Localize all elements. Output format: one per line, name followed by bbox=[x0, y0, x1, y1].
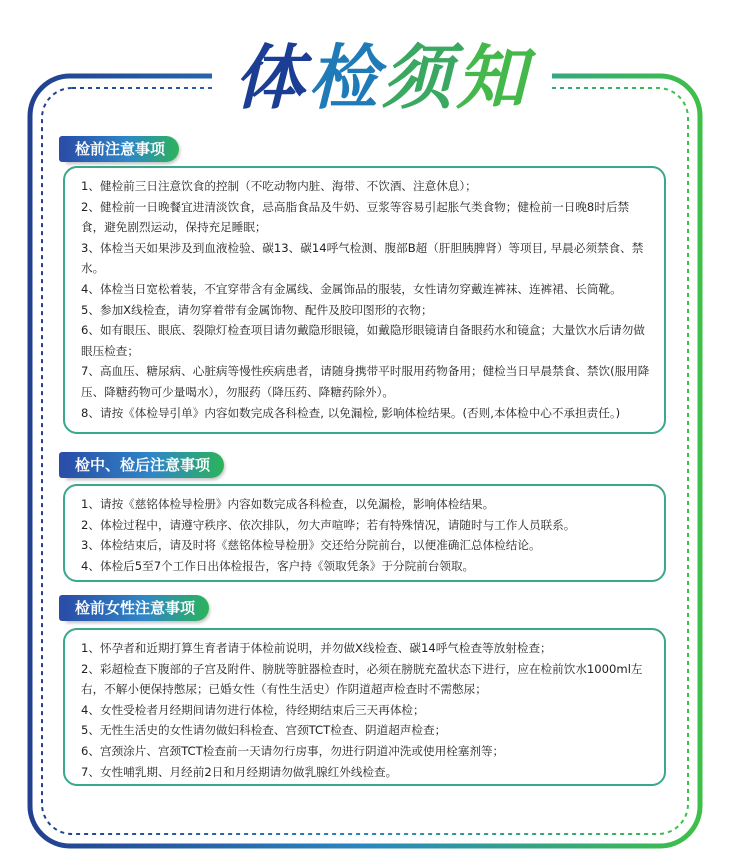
list-item: 6、宫颈涂片、宫颈TCT检查前一天请勿行房事，勿进行阴道冲洗或使用栓塞剂等； bbox=[81, 743, 505, 758]
pre-exam-notes-box bbox=[63, 166, 666, 434]
list-item: 4、女性受检者月经期间请勿进行体检，待经期结束后三天再体检； bbox=[81, 702, 425, 717]
page-title bbox=[212, 30, 552, 126]
list-item: 1、请按《慈铭体检导检册》内容如数完成各科检查，以免漏检，影响体检结果。 bbox=[81, 497, 495, 511]
list-item: 2、体检过程中，请遵守秩序、依次排队，勿大声喧哗；若有特殊情况，请随时与工作人员联系。 bbox=[81, 517, 576, 532]
section-heading-pre-exam: 检前注意事项 bbox=[65, 136, 179, 162]
list-item: 5、无性生活史的女性请勿做妇科检查、宫颈TCT检查、阴道超声检查； bbox=[81, 723, 447, 738]
section-heading-female-notes: 检前女性注意事项 bbox=[65, 595, 209, 621]
list-item: 7、女性哺乳期、月经前2日和月经期请勿做乳腺红外线检查。 bbox=[81, 764, 398, 779]
list-item: 3、体检结束后，请及时将《慈铭体检导检册》交还给分院前台，以便准确汇总体检结论。 bbox=[81, 538, 541, 553]
list-item: 3、体检当天如果涉及到血液检验、碳13、碳14呼气检测、腹部B超（肝胆胰脾肾）等项目, 早晨必须禁食、禁水。 bbox=[81, 240, 644, 276]
during-after-exam-notes-box bbox=[63, 484, 666, 582]
list-item: 7、高血压、糖尿病、心脏病等慢性疾病患者，请随身携带平时服用药物备用；健检当日早晨禁食、禁饮(服用降压、降糖药物可少量喝水），勿服药（降压药、降糖药除外）。 bbox=[81, 364, 650, 399]
list-item: 8、请按《体检导引单》内容如数完成各科检查, 以免漏检, 影响体检结果。(否则,本体检中心不承担责任。) bbox=[81, 405, 621, 420]
title-char-1: 体 bbox=[234, 37, 308, 119]
title-char-4: 知 bbox=[456, 37, 530, 119]
list-item: 6、如有眼压、眼底、裂隙灯检查项目请勿戴隐形眼镜，如戴隐形眼镜请自备眼药水和镜盒；大量饮水后请勿做眼压检查； bbox=[81, 323, 645, 358]
list-item: 2、彩超检查下腹部的子宫及附件、膀胱等脏器检查时，必须在膀胱充盈状态下进行，应在检前饮水1000ml左右，不解小便保持憋尿；已婚女性（有性生活史）作阴道超声检查时不需憋尿； bbox=[81, 661, 643, 697]
list-item: 4、体检后5至7个工作日出体检报告，客户持《领取凭条》于分院前台领取。 bbox=[81, 558, 475, 573]
title-char-2: 检 bbox=[308, 37, 382, 119]
female-notes-box bbox=[63, 628, 666, 786]
list-item: 5、参加X线检查，请勿穿着带有金属饰物、配件及胶印图形的衣物； bbox=[81, 302, 433, 317]
title-char-3: 须 bbox=[382, 37, 456, 119]
list-item: 2、健检前一日晚餐宜进清淡饮食，忌高脂食品及牛奶、豆浆等容易引起胀气类食物；健检前一日晚8时后禁食，避免剧烈运动，保持充足睡眠； bbox=[81, 199, 630, 235]
list-item: 4、体检当日宽松着装，不宜穿带含有金属线、金属饰品的服装，女性请勿穿戴连裤袜、连裤裙、长筒靴。 bbox=[81, 281, 622, 296]
list-item: 1、怀孕者和近期打算生育者请于体检前说明，并勿做X线检查、碳14呼气检查等放射检查； bbox=[81, 641, 552, 655]
section-heading-during-after-exam: 检中、检后注意事项 bbox=[65, 452, 224, 478]
list-item: 1、健检前三日注意饮食的控制（不吃动物内脏、海带、不饮酒、注意休息）； bbox=[81, 179, 477, 193]
